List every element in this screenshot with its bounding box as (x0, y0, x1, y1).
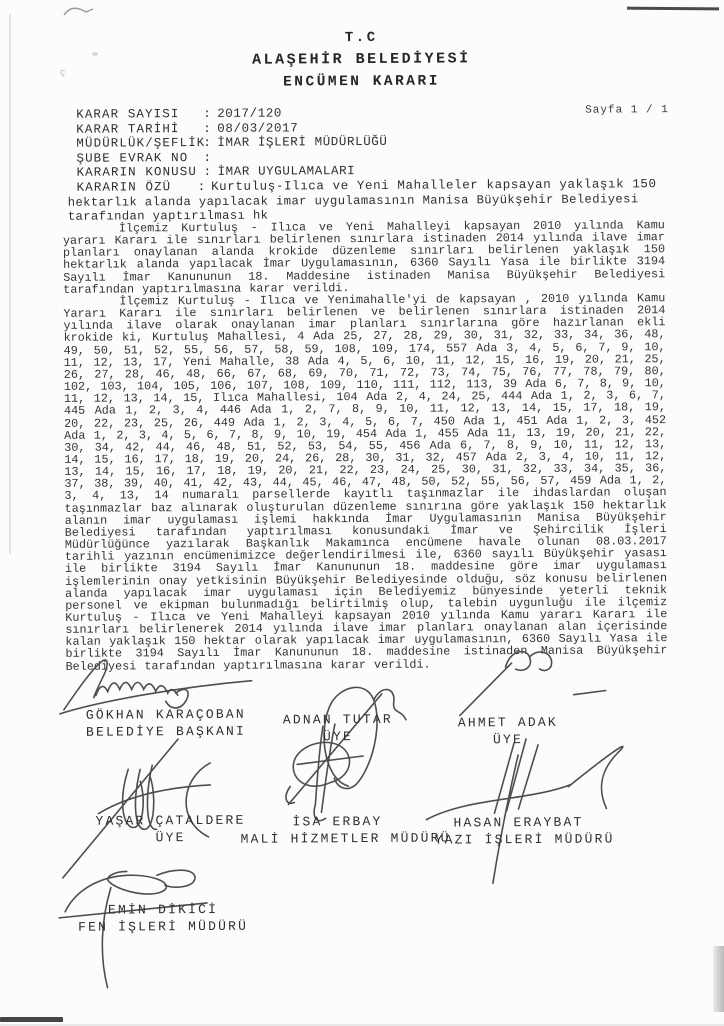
letterhead (60, 28, 663, 92)
signatory-fen-isleri (71, 902, 255, 935)
ozu-continuation-line: tarafından yaptırılması hk (68, 207, 668, 224)
signatory-title: YAZI İŞLERİ MÜDÜRÜ (435, 832, 603, 848)
meta-value: 2017/120 (217, 106, 282, 121)
meta-label: KARARIN ÖZÜ (77, 180, 198, 195)
meta-label: MÜDÜRLÜK/ŞEFLİK (76, 136, 203, 151)
letterhead-municipality: ALAŞEHİR BELEDİYESİ (60, 49, 663, 70)
meta-colon: : (198, 180, 211, 195)
signatory-name: EMİN DİKİCİ (71, 902, 255, 918)
signatory-uye-adnan (278, 712, 398, 745)
signatory-belediye-baskani (80, 707, 252, 740)
decision-metadata (76, 104, 657, 195)
meta-colon: : (203, 107, 217, 122)
signatory-uye-ahmet (452, 715, 564, 748)
decision-paragraph-2: İlçemiz Kurtuluş - Ilıca ve Yenimahalle'yi de kapsayan , 2010 yılında Kamu Yararı Kararı ile sınırları belirlenen ve belirlenen sınırlara istinaden 2014 yılında ilave olarak onaylanan imar planları sınırlarına göre hazırlanan ekli krokide ki, Kurtuluş Mahallesi, 4 Ada 25, 27, 28, 29, 30, 31, 32, 33, 34, 36, 48, 49, 50, 51, 52, 55, 56, 57, 58, 59, 108, 109, 174, 557 Ada 3, 4, 5, 6, 7, 9, 10, 11, 12, 13, 17, Yeni Mahalle, 38 Ada 4, 5, 6, 10, 11, 12, 15, 16, 19, 20, 21, 25, 26, 27, 28, 46, 48, 66, 67, 68, 69, 70, 71, 72, 73, 74, 75, 76, 77, 78, 79, 80, 102, 103, 104, 105, 106, 107, 108, 109, 110, 111, 112, 113, 39 Ada 6, 7, 8, 9, 10, 11, 12, 13, 14, 15, Ilıca Mahallesi, 104 Ada 2, 4, 24, 25, 444 Ada 1, 2, 3, 6, 7, 445 Ada 1, 2, 3, 4, 446 Ada 1, 2, 7, 8, 9, 10, 11, 12, 13, 14, 15, 17, 18, 19, 20, 22, 23, 25, 26, 449 Ada 1, 2, 3, 4, 5, 6, 7, 450 Ada 1, 451 Ada 1, 2, 3, 452 Ada 1, 2, 3, 4, 5, 6, 7, 8, 9, 10, 19, 454 Ada 1, 455 Ada 11, 13, 19, 20, 21, 22, 30, 34, 42, 44, 46, 48, 51, 52, 53, 54, 55, 456 Ada 6, 7, 8, 9, 10, 11, 12, 13, 14, 15, 16, 17, 18, 19, 20, 24, 26, 28, 30, 31, 32, 457 Ada 2, 3, 4, 10, 11, 12, 13, 14, 15, 16, 17, 18, 19, 20, 21, 22, 23, 24, 25, 30, 31, 32, 33, 34, 35, 36, 37, 38, 39, 40, 41, 42, 43, 44, 45, 46, 47, 48, 50, 52, 55, 56, 57, 459 Ada 1, 2, 3, 4, 13, 14 numaralı parsellerde kayıtlı taşınmazlar ile ihdaslardan oluşan taşınmazlar baz alınarak oluşturulan düzenleme sınırına göre yaklaşık 150 hektarlık alanın imar uygulaması işlemi hakkında İmar Uygulamasının Manisa Büyükşehir Belediyesi tarafından yaptırılması konusundaki İmar ve Şehircilik İşleri Müdürlüğünce yazılarak Başkanlık Makamınca encümene havale olunan 08.03.2017 tarihli yazının encümenimizce değerlendirilmesi ile, 6360 sayılı Büyükşehir yasası ile birlikte 3194 Sayılı İmar Kanununun 18. maddesine göre imar uygulaması işlemlerinin onay yetkisinin Büyükşehir Belediyesinde olduğu, söz konusu belirlenen alanda yapılacak imar uygulaması için Belediyemiz bünyesinde yeterli teknik personel ve ekipman bulunmadığı belirtilmiş olup, talebin uygunluğu ile ilçemiz Kurtuluş - Ilıca ve Yeni Mahalleyi kapsayan 2010 yılında Kamu yararı Kararı ile sınırları belirlenerek 2014 yılında ilave imar planları onaylanan alan içerisinde kalan yaklaşık 150 hektar olarak yapılacak imar uygulamasının, 6360 Sayılı Yasa ile birlikte 3194 Sayılı İmar Kanununun 18. maddesine istinaden Manisa Büyükşehir Belediyesi tarafından yaptırılmasına karar verildi. (63, 292, 667, 673)
decision-paragraph-1: İlçemiz Kurtuluş - Ilıca ve Yeni Mahalleyi kapsayan 2010 yılında Kamu yararı Kararı ile sınırları belirlenen sınırlara istinaden 2014 yılında ilave imar planları onaylanan alanda krokide düzenleme sınırları belirlenen yaklaşık 150 hektarlık alanda yapılacak İmar Uygulamasının, 6360 Sayılı Yasa ile birlikte 3194 Sayılı İmar Kanununun 18. Maddesine istinaden Manisa Büyükşehir Belediyesi tarafından yaptırılmasına karar verildi. (63, 219, 665, 296)
signatory-mali-hizmetler (240, 814, 434, 847)
signatory-name: HASAN ERAYBAT (434, 815, 602, 831)
signatory-title: FEN İŞLERİ MÜDÜRÜ (71, 919, 255, 935)
signatory-name: GÖKHAN KARAÇOBAN (80, 707, 252, 723)
signatory-yazi-isleri (434, 815, 602, 848)
meta-colon: : (203, 151, 217, 166)
signatory-title: MALİ HİZMETLER MÜDÜRÜ (241, 831, 435, 847)
signatory-title: ÜYE (452, 732, 564, 748)
meta-value: Kurtuluş-Ilıca ve Yeni Mahalleler kapsayan yaklaşık 150 (211, 177, 657, 194)
signatory-uye-yasar (82, 813, 258, 846)
letterhead-tc: T.C (60, 28, 663, 48)
signatory-title: ÜYE (278, 729, 398, 745)
signatory-title: BELEDİYE BAŞKANI (80, 724, 252, 740)
meta-value: İMAR UYGULAMALARI (218, 164, 356, 179)
signatory-name: İSA ERBAY (240, 814, 434, 830)
signature-ink-hasan-eraybat (418, 724, 654, 890)
ozu-continuation-line: hektarlık alanda yapılacak imar uygulamasının Manisa Büyükşehir Belediyesi (68, 193, 668, 210)
meta-label: KARAR TARİHİ (76, 122, 203, 137)
signatory-name: ADNAN TUTAR (278, 712, 398, 728)
meta-label: ŞUBE EVRAK NO (76, 151, 203, 166)
page-number-label: Sayfa 1 / 1 (585, 104, 669, 117)
meta-label: KARARIN KONUSU (77, 165, 204, 180)
meta-colon: : (204, 165, 218, 180)
signature-ink-yasar-cataldere (58, 729, 264, 882)
meta-label: KARAR SAYISI (76, 107, 203, 122)
signatory-name: YAŞAR ÇATALDERE (82, 813, 258, 829)
letterhead-decision-type: ENCÜMEN KARARI (60, 72, 663, 92)
signatory-name: AHMET ADAK (452, 715, 564, 731)
meta-value: 08/03/2017 (217, 121, 298, 136)
meta-colon: : (203, 136, 217, 151)
decision-body (63, 219, 668, 672)
meta-colon: : (203, 121, 217, 136)
meta-value: İMAR İŞLERİ MÜDÜRLÜĞÜ (217, 135, 387, 151)
scan-smudge-mark: ç (60, 68, 65, 78)
signatory-title: ÜYE (83, 830, 259, 846)
